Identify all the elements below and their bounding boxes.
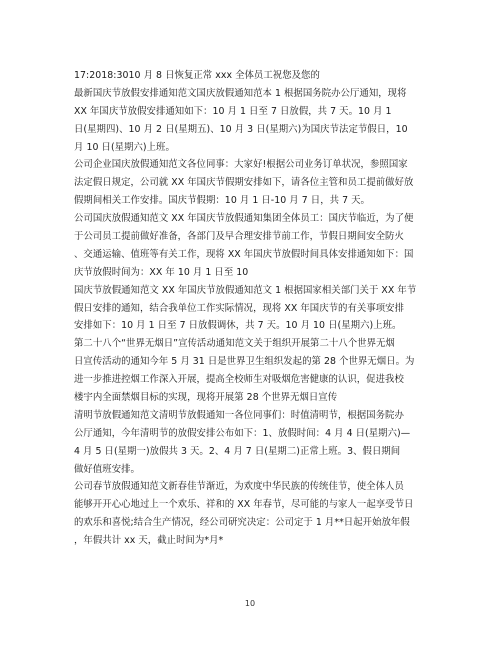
text-line: 庆节放假时间为：XX 年 10 月 1 日至 10 xyxy=(74,266,249,278)
text-line: 做好值班安排。 xyxy=(74,463,140,475)
text-line: 能够开开心心地过上一个欢乐、祥和的 XX 年春节，尽可能的与家人一起享受节日 xyxy=(74,499,414,511)
text-line: 公厅通知，今年清明节的放假安排公布如下：1、放假时间：4 月 4 日(星期六)— xyxy=(74,427,411,439)
text-line: 公司企业国庆放假通知范文各位同事：大家好!根据公司业务订单状况，参照国家 xyxy=(74,159,408,171)
text-line: ，年假共计 xx 天，截止时间为*月* xyxy=(74,535,224,547)
text-line: 进一步推进控烟工作深入开展，提高全校师生对吸烟危害健康的认识，促进我校 xyxy=(74,374,404,386)
text-line: 日宣传活动的通知今年 5 月 31 日是世界卫生组织发起的第 28 个世界无烟日。为 xyxy=(74,356,415,368)
text-line: 法定假日规定，公司就 XX 年国庆节假期安排如下，请各位主管和员工提前做好放 xyxy=(74,177,414,189)
text-line: 、交通运输、值班等有关工作，现将 XX 年国庆节放假时间具体安排通知如下：国 xyxy=(74,248,414,260)
text-line: 于公司员工提前做好准备，各部门及早合理安排节前工作，节假日期间安全防火 xyxy=(74,231,404,243)
text-line: 假日安排的通知，结合我单位工作实际情况，现将 XX 年国庆节的有关事项安排 xyxy=(74,302,405,314)
text-line: 楼宇内全面禁烟目标的实现，现将开展第 28 个世界无烟日宣传 xyxy=(74,392,338,404)
text-line: 国庆节放假通知范文 XX 年国庆节放假通知范文 1 根据国家相关部门关于 XX 年节 xyxy=(74,284,417,296)
text-line: 清明节放假通知范文清明节放假通知一各位同事们：时值清明节，根据国务院办 xyxy=(74,409,404,421)
page-number: 10 xyxy=(244,599,256,608)
text-line: 日(星期四)、10 月 2 日(星期五)、10 月 3 日(星期六)为国庆节法定节假日，10 xyxy=(74,123,408,135)
text-line: 的欢乐和喜悦;结合生产情况，经公司研究决定：公司定于 1 月**日起开始放年假 xyxy=(74,517,410,529)
text-line: 月 10 日(星期六)上班。 xyxy=(74,141,175,153)
text-line: 4 月 5 日(星期一)放假共 3 天。2、4 月 7 日(星期二)正常上班。3、假日期间 xyxy=(74,445,401,457)
text-line: 公司春节放假通知范文新春佳节渐近，为欢度中华民族的传统佳节，使全体人员 xyxy=(74,481,404,493)
text-line: XX 年国庆节放假安排通知如下：10 月 1 日至 7 日放假，共 7 天。10 月 1 xyxy=(74,105,392,117)
document-body xyxy=(74,67,434,550)
text-line: 第二十八个“世界无烟日”宣传活动通知范文关于组织开展第二十八个世界无烟 xyxy=(74,338,395,350)
text-line: 假期间相关工作安排。国庆节假期：10 月 1 日-10 月 7 日，共 7 天。 xyxy=(74,195,370,207)
text-line: 安排如下：10 月 1 日至 7 日放假调休，共 7 天。10 月 10 日(星期六)上班。 xyxy=(74,320,402,332)
text-line: 17:2018:3010 月 8 日恢复正常 xxx 全体员工祝您及您的 xyxy=(74,70,320,81)
text-line: 最新国庆节放假安排通知范文国庆放假通知范本 1 根据国务院办公厅通知，现将 xyxy=(74,87,407,99)
text-line: 公司国庆放假通知范文 XX 年国庆节放假通知集团全体员工：国庆节临近，为了便 xyxy=(74,213,414,225)
